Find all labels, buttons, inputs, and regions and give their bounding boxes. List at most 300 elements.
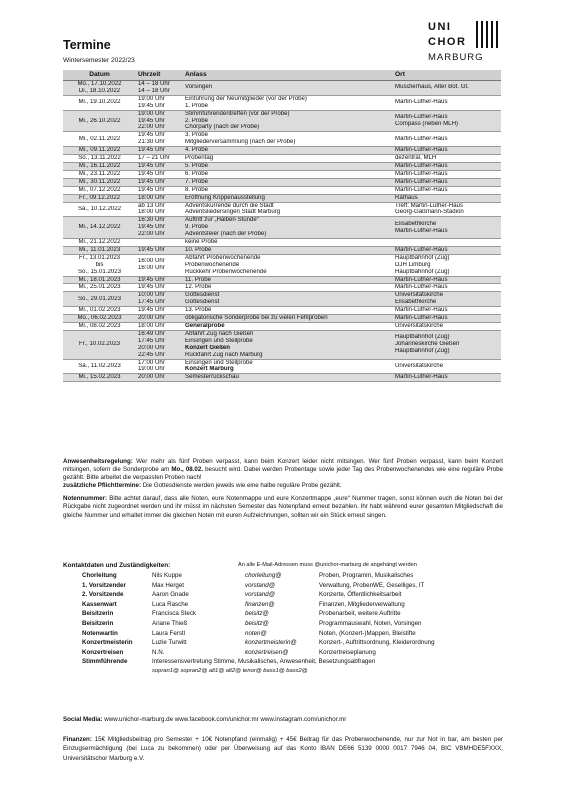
date-cell-line: So., 13.11.2022 (78, 155, 121, 162)
place-cell (393, 217, 501, 239)
place-cell (393, 178, 501, 186)
time-cell-line: 16:49 Uhr (138, 330, 165, 337)
place-cell-line: Johanneskirche Gießen (395, 341, 460, 348)
contact-email: finanzen@ (245, 600, 275, 608)
contact-email: chorleitung@ (245, 572, 282, 579)
time-cell (136, 307, 183, 315)
place-cell-line: Martin-Luther-Haus (395, 284, 448, 291)
column-header-place: Ort (393, 70, 501, 81)
event-cell (183, 155, 393, 163)
contact-row (82, 590, 435, 600)
place-cell (393, 239, 501, 247)
contact-row (82, 638, 435, 648)
time-cell (136, 110, 183, 132)
event-cell (183, 194, 393, 202)
contact-name: Nils Kuppe (152, 572, 182, 579)
contact-duty: Verwaltung, ProbenWE, Geselliges, IT (319, 581, 425, 589)
time-cell-line: 20:00 Uhr (138, 374, 165, 381)
logo-bars-icon (476, 21, 502, 48)
place-cell (393, 155, 501, 163)
date-cell (63, 254, 136, 276)
event-cell-line: Einsingen und Stellprobe (185, 359, 253, 366)
place-cell-line: Martin-Luther-Haus (395, 307, 448, 314)
contact-email: vorstand@ (245, 581, 276, 589)
event-cell (183, 110, 393, 132)
event-cell-line: 1. Probe (185, 102, 209, 109)
event-cell-line: Rückfahrt Zug nach Marburg (185, 351, 263, 358)
event-cell-line: 12. Probe (185, 284, 212, 291)
schedule-row (63, 254, 501, 276)
mandatory-text: Die Gottesdienste werden jeweils wie eine halbe reguläre Probe gezählt. (141, 482, 342, 490)
schedule-table (63, 70, 501, 382)
time-cell-line: 16:30 Uhr (138, 217, 165, 224)
schedule-row (63, 162, 501, 170)
time-cell-line: 21:30 Uhr (138, 139, 165, 146)
event-cell-line: 3. Probe (185, 132, 209, 139)
time-cell-line: 19:45 Uhr (138, 186, 165, 193)
date-cell (63, 315, 136, 323)
time-cell-line: 22:00 Uhr (138, 231, 165, 238)
event-cell-line: Abfahrt Probenwochenende (185, 254, 261, 261)
time-cell-line: 19:45 Uhr (138, 224, 165, 231)
attendance-text-2: besucht wird. Dabei werden Probentage sowie jeder Tag des Probenwochenendes wie eine reguläre Probe gezählt. Bitte arbeitet die verpassten Proben nach! (63, 466, 503, 482)
schedule-row (63, 194, 501, 202)
time-cell-line: 19:00 Uhr (138, 366, 165, 373)
event-cell-line: Stimmführendentreffen (vor der Probe) (185, 110, 290, 117)
schedule-row (63, 110, 501, 132)
date-cell (63, 292, 136, 307)
contact-duty: Konzerte, Öffentlichkeitsarbeit (319, 591, 402, 599)
event-cell (183, 202, 393, 217)
place-cell-line: Martin-Luther-Haus (395, 374, 448, 381)
schedule-row (63, 186, 501, 194)
date-cell (63, 374, 136, 382)
time-cell-line: 17:45 Uhr (138, 337, 165, 344)
contact-duty: Konzert-, Auftrittsordnung, Kleiderordnung (319, 639, 435, 647)
event-cell (183, 315, 393, 323)
place-cell (393, 110, 501, 132)
event-cell-line: Generalprobe (185, 323, 225, 329)
event-cell-line: 6. Probe (185, 170, 209, 177)
place-cell-line: Universitätskirche (395, 323, 444, 329)
attendance-text-1: Wer mehr als fünf Proben verpasst, kann beim Konzert leider nicht mitsingen. Wer fünf Proben verpasst, kann beim Konzert mitsingen, sofern die Sonderprobe am (63, 458, 503, 474)
contact-row (82, 629, 435, 639)
section-leaders-info (152, 657, 435, 676)
event-cell-line: obligatorische Sonderprobe bei zu vielen Fehlproben (185, 315, 328, 322)
place-cell-line: Martin-Luther-Haus (395, 162, 448, 169)
place-cell (393, 359, 501, 374)
page-title: Termine (63, 38, 111, 52)
time-cell (136, 217, 183, 239)
sheet-music-label: Notennummer: (63, 495, 108, 503)
time-cell (136, 170, 183, 178)
contact-role: Beisitzerin (82, 610, 114, 618)
event-cell-line: Einführung der Neumitglieder (vor der Probe) (185, 95, 307, 102)
event-cell-line: 11. Probe (185, 276, 211, 283)
contact-role: Notenwartin (82, 629, 118, 637)
time-cell-line: 19:45 Uhr (138, 178, 165, 185)
contact-role: 2. Vorsitzende (82, 591, 124, 599)
date-cell-line: So., 29.01.2023 (77, 295, 122, 302)
event-cell-line: 5. Probe (185, 162, 209, 169)
time-cell (136, 292, 183, 307)
event-cell (183, 292, 393, 307)
event-cell (183, 186, 393, 194)
time-cell-line: 17:45 Uhr (138, 299, 165, 306)
event-cell (183, 132, 393, 147)
schedule-row (63, 284, 501, 292)
finance-text: 15€ Mitgliedsbeitrag pro Semester + 10€ Notenpfand (einmalig) + 45€ Beitrag für das Probenwochenende, nur zur Not in bar, am besten per Einzugsermächtigung (bei Luca zu bekommen) oder per Überweisung auf das Konto IBAN DE66 5139 0000 0017 7946 04, BIC VBMHDE5FXXX, Universitätschor Marburg e.V. (63, 736, 503, 762)
schedule-row (63, 315, 501, 323)
contact-role: Kassenwart (82, 600, 117, 608)
contact-email: konzertmeisterin@ (245, 639, 297, 647)
time-cell (136, 194, 183, 202)
event-cell (183, 284, 393, 292)
date-cell (63, 194, 136, 202)
schedule-row (63, 178, 501, 186)
contact-row (82, 581, 435, 591)
date-cell (63, 359, 136, 374)
date-cell (63, 155, 136, 163)
place-cell-line: Martin-Luther-Haus (395, 178, 448, 185)
time-cell-line: ab 13 Uhr (138, 202, 165, 209)
time-cell (136, 178, 183, 186)
schedule-row (63, 246, 501, 254)
place-cell-line: Martin-Luther-Haus (395, 276, 448, 283)
date-cell (63, 239, 136, 247)
date-cell (63, 323, 136, 331)
event-cell (183, 162, 393, 170)
time-cell-line: 22:45 Uhr (138, 351, 165, 358)
contact-name: Laura Ferstl (152, 629, 186, 637)
event-cell (183, 147, 393, 155)
event-cell (183, 254, 393, 276)
contact-email: noten@ (245, 629, 267, 637)
finance-label: Finanzen: (63, 736, 92, 743)
mandatory-label: zusätzliche Pflichttermine: (63, 482, 142, 490)
schedule-row (63, 239, 501, 247)
page-subtitle: Wintersemester 2022/23 (63, 57, 135, 64)
place-cell (393, 162, 501, 170)
date-cell-line: bis (95, 261, 104, 268)
time-cell-line: 18:00 Uhr (138, 209, 165, 216)
contact-row (82, 600, 435, 610)
event-cell-line: Einsingen und Stellprobe (185, 337, 253, 344)
contact-name: Luca Rasche (152, 600, 189, 608)
place-cell-line: Georg-Gaßmann-Stadion (395, 209, 464, 216)
place-cell-line: Hauptbahnhof (Zug) (395, 334, 450, 341)
date-cell-line: Mo., 06.02.2023 (77, 315, 122, 322)
event-cell-line: Konzert Gießen (185, 344, 231, 351)
event-cell (183, 246, 393, 254)
place-cell-line: Martin-Luther-Haus (395, 147, 448, 154)
event-cell-line: Mitgliederversammlung (nach der Probe) (185, 139, 296, 146)
attendance-label: Anwesenheitsregelung: (63, 458, 133, 465)
date-cell (63, 178, 136, 186)
place-cell-line: Elisabethkirche (395, 299, 437, 306)
date-cell (63, 330, 136, 359)
date-cell-line: Fr., 13.01.2023 (79, 254, 120, 261)
event-cell (183, 359, 393, 374)
event-cell-line: Semesterrückschau (185, 374, 239, 381)
place-cell (393, 194, 501, 202)
time-cell (136, 155, 183, 163)
contact-role: Konzertreisen (82, 648, 124, 656)
contacts-heading: Kontaktdaten und Zuständigkeiten: (63, 562, 171, 569)
time-cell-line: 10:00 Uhr (138, 292, 165, 299)
date-cell-line: Fr., 09.12.2022 (79, 194, 120, 201)
event-cell-line: 13. Probe (185, 307, 212, 314)
place-cell (393, 292, 501, 307)
logo-line-2: CHOR (428, 36, 467, 48)
date-cell (63, 95, 136, 110)
place-cell (393, 202, 501, 217)
date-cell-line: Di., 18.10.2022 (78, 87, 121, 94)
time-cell (136, 239, 183, 247)
event-cell (183, 170, 393, 178)
date-cell-line: So., 15.01.2023 (77, 268, 122, 275)
contact-row-section-leaders (82, 657, 435, 676)
contact-role: Beisitzerin (82, 619, 114, 627)
time-cell-line: 18:00 Uhr (138, 323, 165, 329)
place-cell-line: Martin-Luther-Haus (395, 246, 448, 253)
place-cell (393, 170, 501, 178)
time-cell (136, 162, 183, 170)
date-cell (63, 110, 136, 132)
date-cell-line: Mo., 17.10.2022 (77, 81, 122, 87)
schedule-row (63, 276, 501, 284)
time-cell (136, 81, 183, 96)
place-cell-line: DJH Limburg (395, 261, 431, 268)
contact-email: beisitz@ (245, 619, 269, 627)
schedule-row (63, 323, 501, 331)
contact-duty: Probenarbeit, weitere Auftritte (319, 610, 401, 618)
contact-duty: Noten, (Konzert-)Mappen, Bleistifte (319, 629, 416, 637)
date-cell-line: Mi., 02.11.2022 (78, 135, 121, 142)
date-cell-line: Mi., 08.02.2023 (78, 323, 121, 329)
place-cell (393, 147, 501, 155)
time-cell-line: 19:45 Uhr (138, 117, 165, 124)
date-cell (63, 162, 136, 170)
place-cell-line: Hauptbahnhof (Zug) (395, 268, 450, 275)
date-cell-line: Mi., 09.11.2022 (78, 147, 121, 154)
date-cell (63, 284, 136, 292)
event-cell-line: 8. Probe (185, 186, 209, 193)
event-cell-line: Chorparty (nach der Probe) (185, 124, 260, 131)
schedule-row (63, 132, 501, 147)
contacts-table (82, 571, 435, 676)
event-cell-line: Adventsliedersingen Stadt Marburg (185, 209, 281, 216)
event-cell (183, 323, 393, 331)
date-cell (63, 217, 136, 239)
sheet-music-text: Bitte achtet darauf, dass alle Noten, eure Notenmappe und eure Konzertmappe „eure“ Nummer tragen, sonst können euch die Noten bei der Rückgabe nicht zugeordnet werden und ihr müsst im nächsten Semester das Notenpfand erneut bezahlen. Ihr habt während eurer gesamten Mitgliedschaft die gleiche Nummer und erhaltet immer die gleichen Noten mit euren Aufzeichnungen, sollten wir ein Stück erneut singen. (63, 495, 503, 519)
time-cell-line: 19:45 Uhr (138, 276, 165, 283)
schedule-header-row (63, 70, 501, 81)
place-cell-line: dezentral, MLH (395, 155, 437, 162)
contact-duty: Proben, Programm, Musikalisches (319, 572, 414, 579)
time-cell-line: 19:45 Uhr (138, 284, 165, 291)
contact-row (82, 648, 435, 658)
place-cell-line: Treff: Martin-Luther-Haus (395, 202, 464, 209)
time-cell-line: 16:00 Uhr (138, 258, 165, 265)
place-cell (393, 374, 501, 382)
place-cell-line: Martin-Luther-Haus (395, 114, 448, 121)
time-cell (136, 330, 183, 359)
schedule-row (63, 155, 501, 163)
event-cell (183, 307, 393, 315)
place-cell-line: Hauptbahnhof (Zug) (395, 254, 450, 261)
schedule-row (63, 307, 501, 315)
time-cell-line: 17:00 Uhr (138, 359, 165, 366)
date-cell-line: Sa., 11.02.2023 (78, 362, 121, 369)
schedule-row (63, 81, 501, 96)
schedule-row (63, 202, 501, 217)
time-cell-line: 22:00 Uhr (138, 124, 165, 131)
event-cell-line: Adventskurrende durch die Stadt (185, 202, 274, 209)
time-cell (136, 95, 183, 110)
sheet-music-paragraph (63, 495, 503, 519)
contact-row (82, 619, 435, 629)
event-cell (183, 239, 393, 247)
time-cell-line: 20:00 Uhr (138, 344, 165, 351)
date-cell-line: Sa., 10.12.2022 (77, 205, 122, 212)
time-cell (136, 254, 183, 276)
contact-row (82, 571, 435, 581)
schedule-row (63, 292, 501, 307)
place-cell-line: Martin-Luther-Haus (395, 315, 448, 322)
event-cell-line: Konzert Marburg (185, 366, 234, 373)
date-cell-line: Mi., 15.02.2023 (78, 374, 121, 381)
unichor-logo (428, 18, 510, 66)
event-cell-line: 2. Probe (185, 117, 209, 124)
logo-line-3: MARBURG (428, 52, 484, 63)
event-cell-line: Rückkehr Probenwochenende (185, 268, 267, 275)
contact-name: N.N. (152, 648, 165, 656)
event-cell (183, 330, 393, 359)
event-cell (183, 81, 393, 96)
date-cell (63, 246, 136, 254)
section-leaders-duty: Interessensvertretung Stimme, Musikalisches, Anwesenheit, Besetzungsabfragen (152, 658, 376, 666)
place-cell (393, 254, 501, 276)
finance-paragraph (63, 735, 503, 763)
place-cell-line: Martin-Luther-Haus (395, 135, 448, 142)
event-cell-line: Eröffnung Krippenausstellung (185, 194, 265, 201)
contact-row (82, 609, 435, 619)
date-cell (63, 170, 136, 178)
time-cell (136, 284, 183, 292)
column-header-date: Datum (63, 70, 136, 81)
place-cell (393, 81, 501, 96)
contact-name: Max Herget (152, 581, 184, 589)
date-cell-line: Mi., 18.01.2023 (78, 276, 121, 283)
section-leaders-emails: sopran1@ sopran2@ alt1@ alt2@ tenor@ bass1@ bass2@ (152, 668, 308, 675)
place-cell-line: Martin-Luther-Haus (395, 99, 448, 106)
place-cell-line: Martin-Luther-Haus (395, 170, 448, 177)
event-cell-line: 4. Probe (185, 147, 209, 154)
date-cell-line: Mi., 14.12.2022 (78, 224, 121, 231)
date-cell-line: Mi., 26.10.2022 (78, 117, 121, 124)
schedule-row (63, 147, 501, 155)
date-cell-line: Mi., 30.11.2022 (78, 178, 121, 185)
time-cell-line: 19:45 Uhr (138, 162, 165, 169)
time-cell-line: 19:00 Uhr (138, 95, 165, 102)
contact-name: Francisca Steck (152, 610, 197, 618)
event-cell-line: Abfahrt Zug nach Gießen (185, 330, 254, 337)
event-cell (183, 374, 393, 382)
event-cell (183, 178, 393, 186)
time-cell (136, 315, 183, 323)
date-cell-line: Mi., 21.12.2022 (78, 239, 121, 246)
time-cell (136, 186, 183, 194)
time-cell (136, 323, 183, 331)
contact-email: vorstand@ (245, 591, 276, 599)
date-cell-line: Mi., 23.11.2022 (78, 170, 121, 177)
place-cell-line: Martin-Luther-Haus (395, 227, 448, 234)
contact-role: Chorleitung (82, 572, 117, 579)
contact-duty: Finanzen, Mitgliederverwaltung (319, 600, 405, 608)
contact-name: Luzie Turwitt (152, 639, 187, 647)
schedule-row (63, 170, 501, 178)
date-cell (63, 307, 136, 315)
attendance-paragraph (63, 458, 503, 490)
place-cell-line: Musizierhaus, Alter Bot. Gt. (395, 84, 469, 91)
time-cell (136, 202, 183, 217)
event-cell-line: Adventsfeier (nach der Probe) (185, 231, 267, 238)
place-cell-line: Elisabethkirche (395, 220, 437, 227)
date-cell-line: Mi., 19.10.2022 (78, 99, 121, 106)
event-cell-line: 7. Probe (185, 178, 209, 185)
contact-email: beisitz@ (245, 610, 269, 618)
place-cell-line: Compass (neben MLH) (395, 120, 458, 127)
social-media-links: www.unichor-marburg.de www.facebook.com/unichor.mr www.instagram.com/unichor.mr (102, 716, 347, 723)
place-cell-line: Hauptbahnhof (Zug) (395, 348, 450, 355)
column-header-time: Uhrzeit (136, 70, 183, 81)
time-cell-line: 19:45 Uhr (138, 170, 165, 177)
event-cell-line: Probentag (185, 155, 214, 162)
time-cell-line: 19:45 Uhr (138, 147, 165, 154)
place-cell (393, 186, 501, 194)
place-cell (393, 246, 501, 254)
contact-role: Konzertmeisterin (82, 639, 133, 647)
time-cell-line: 20:00 Uhr (138, 315, 165, 322)
schedule-row (63, 374, 501, 382)
date-cell (63, 186, 136, 194)
contact-duty: Konzertreiseplanung (319, 648, 376, 656)
time-cell-line: 19:45 Uhr (138, 246, 165, 253)
attendance-date: Mo., 08.02. (171, 466, 204, 474)
time-cell (136, 359, 183, 374)
contact-duty: Programmauswahl, Noten, Vorsingen (319, 619, 422, 627)
place-cell (393, 132, 501, 147)
time-cell (136, 132, 183, 147)
time-cell (136, 147, 183, 155)
social-media-label: Social Media: (63, 716, 103, 723)
place-cell-line: Universitätskirche (395, 292, 444, 299)
contacts-email-note: An alle E-Mail-Adressen muss @unichor-marburg.de angehängt werden (238, 562, 417, 568)
place-cell (393, 307, 501, 315)
time-cell-line: 19:45 Uhr (138, 102, 165, 109)
time-cell (136, 276, 183, 284)
date-cell-line: Mi., 25.01.2023 (78, 284, 121, 291)
place-cell (393, 276, 501, 284)
event-cell (183, 276, 393, 284)
date-cell (63, 276, 136, 284)
place-cell (393, 323, 501, 331)
event-cell-line: Gottesdienst (185, 292, 220, 299)
contact-role: Stimmführende (82, 658, 128, 666)
date-cell (63, 81, 136, 96)
time-cell (136, 374, 183, 382)
